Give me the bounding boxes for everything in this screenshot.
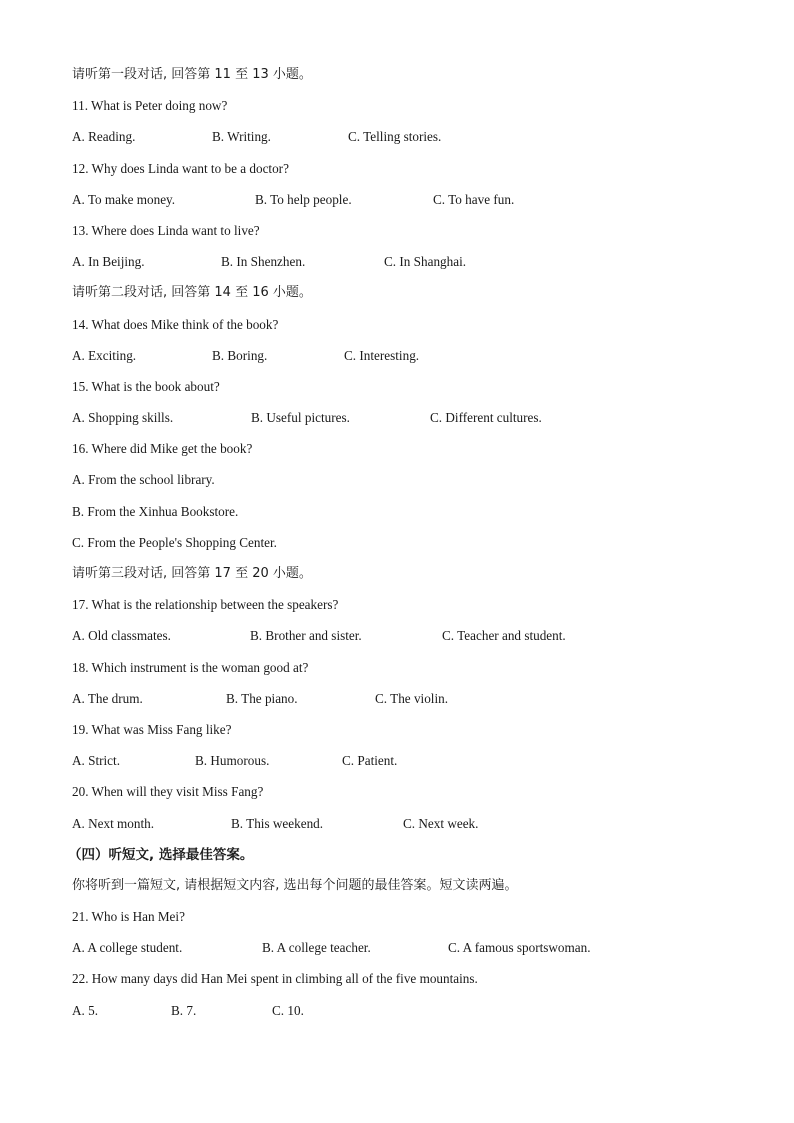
section-heading: （四）听短文, 选择最佳答案。	[68, 846, 254, 863]
question-text: 15. What is the book about?	[72, 378, 220, 394]
question-text: 11. What is Peter doing now?	[72, 98, 228, 114]
answer-option: A. Exciting.	[72, 347, 137, 363]
answer-option: A. Shopping skills.	[72, 410, 174, 426]
question-text: 17. What is the relationship between the speakers?	[72, 597, 339, 613]
question-text: 16. Where did Mike get the book?	[72, 441, 253, 457]
answer-option: C. Next week.	[403, 815, 479, 831]
answer-option: B. Boring.	[212, 347, 268, 363]
answer-option: C. To have fun.	[433, 191, 515, 207]
answer-option: B. 7.	[171, 1002, 197, 1018]
option-row	[72, 407, 762, 438]
section-instruction: 你将听到一篇短文, 请根据短文内容, 选出每个问题的最佳答案。短文读两遍。	[72, 877, 518, 893]
exam-page	[68, 64, 762, 1031]
answer-option: A. Strict.	[72, 753, 120, 769]
question-text: 13. Where does Linda want to live?	[72, 222, 260, 238]
option-row	[72, 189, 762, 220]
answer-option: B. This weekend.	[231, 815, 324, 831]
answer-option: C. Telling stories.	[348, 129, 442, 145]
option-row	[72, 345, 762, 376]
answer-option: C. Different cultures.	[430, 410, 542, 426]
answer-option: C. A famous sportswoman.	[448, 940, 591, 956]
question-text: 19. What was Miss Fang like?	[72, 721, 232, 737]
answer-option: A. To make money.	[72, 191, 176, 207]
option-row	[72, 251, 762, 282]
answer-option: A. 5.	[72, 1002, 99, 1018]
answer-option: A. A college student.	[72, 940, 183, 956]
answer-option: B. A college teacher.	[262, 940, 371, 956]
question-text: 18. Which instrument is the woman good at?	[72, 659, 309, 675]
question-text: 12. Why does Linda want to be a doctor?	[72, 160, 289, 176]
section-instruction: 请听第三段对话, 回答第 17 至 20 小题。	[72, 566, 312, 581]
answer-option: A. Old classmates.	[72, 628, 171, 644]
answer-option: B. In Shenzhen.	[221, 254, 306, 270]
option-row	[72, 750, 762, 781]
section-instruction: 请听第二段对话, 回答第 14 至 16 小题。	[72, 285, 312, 301]
answer-option: C. Patient.	[342, 753, 398, 769]
question-text: 20. When will they visit Miss Fang?	[72, 784, 264, 800]
answer-option: C. 10.	[272, 1002, 304, 1018]
section-instruction: 请听第一段对话, 回答第 11 至 13 小题。	[72, 67, 312, 82]
option-row	[72, 813, 762, 844]
option-row	[72, 688, 762, 719]
question-text: 21. Who is Han Mei?	[72, 909, 185, 925]
answer-option: B. The piano.	[226, 690, 298, 706]
answer-option: A. The drum.	[72, 690, 143, 706]
answer-option: B. To help people.	[255, 191, 352, 207]
answer-option: B. Writing.	[212, 129, 271, 145]
option-row	[72, 625, 762, 656]
option-row	[72, 126, 762, 157]
answer-option: C. From the People's Shopping Center.	[72, 534, 277, 550]
option-row	[72, 1000, 762, 1031]
answer-option: C. In Shanghai.	[384, 254, 467, 270]
answer-option: B. Useful pictures.	[251, 410, 350, 426]
answer-option: C. Interesting.	[344, 347, 420, 363]
answer-option: C. Teacher and student.	[442, 628, 566, 644]
answer-option: A. Next month.	[72, 815, 155, 831]
answer-option: A. Reading.	[72, 129, 136, 145]
answer-option: B. From the Xinhua Bookstore.	[72, 503, 239, 519]
answer-option: C. The violin.	[375, 690, 449, 706]
option-row	[72, 937, 762, 968]
answer-option: B. Humorous.	[195, 753, 270, 769]
question-text: 22. How many days did Han Mei spent in climbing all of the five mountains.	[72, 971, 478, 987]
question-text: 14. What does Mike think of the book?	[72, 316, 279, 332]
answer-option: B. Brother and sister.	[250, 628, 362, 644]
answer-option: A. In Beijing.	[72, 254, 145, 270]
answer-option: A. From the school library.	[72, 472, 215, 488]
